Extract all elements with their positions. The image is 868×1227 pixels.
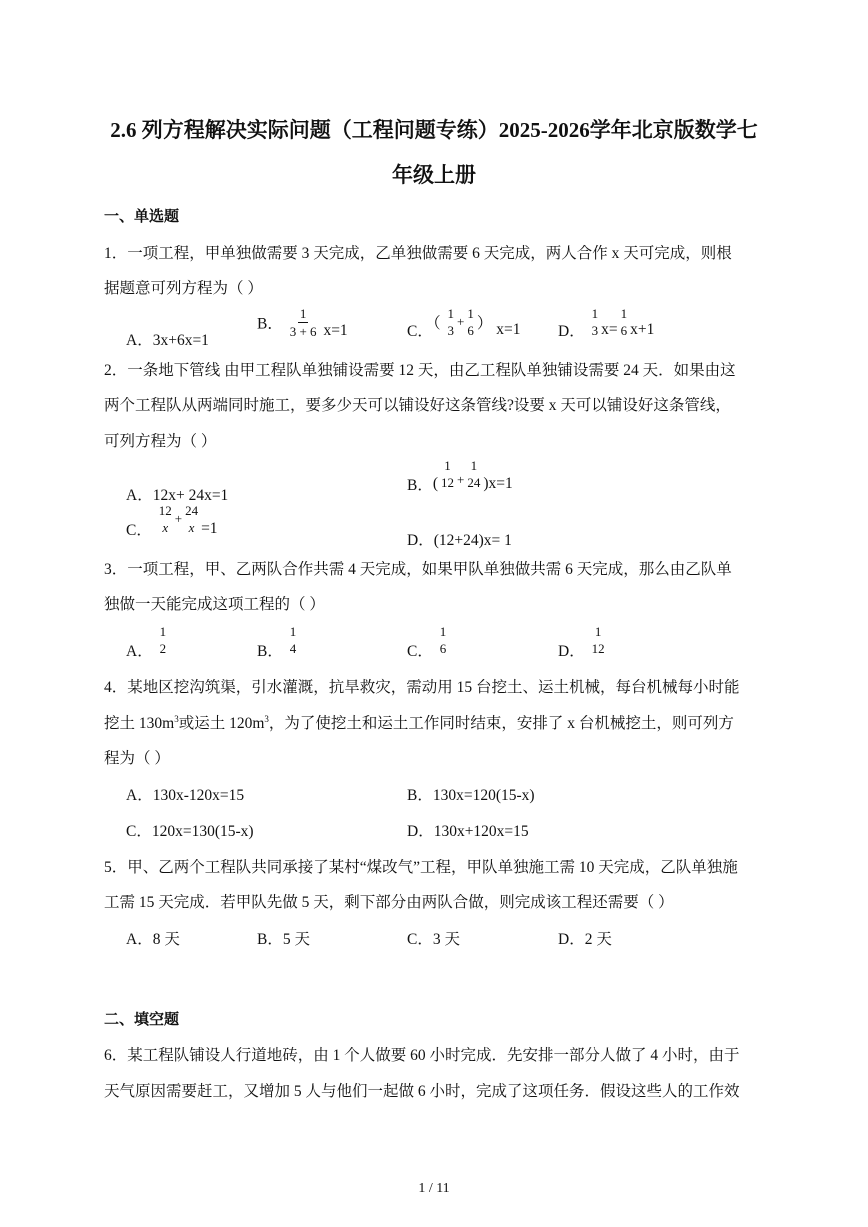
section-heading-fill-in: 二、填空题 <box>104 1012 180 1028</box>
q4-text-line1: 4．某地区挖沟筑渠，引水灌溉，抗旱救灾，需动用 15 台挖土、运土机械，每台机械每小时能 <box>104 679 740 696</box>
document-title-line2: 年级上册 <box>392 163 476 187</box>
q3-option-c: C． 1 6 <box>407 624 447 660</box>
q2-option-d: D．(12+24)x= 1 <box>407 532 512 549</box>
q5-text-line2: 工需 15 天完成．若甲队先做 5 天，剩下部分由两队合做，则完成该工程还需要（ ） <box>104 894 674 911</box>
q5-option-b: B．5 天 <box>257 931 310 948</box>
section-heading-single-choice: 一、单选题 <box>104 209 180 225</box>
q1-text-line1: 1．一项工程，甲单独做需要 3 天完成，乙单独做需要 6 天完成，两人合作 x 天可完成，则根 <box>104 245 732 262</box>
q5-option-d: D．2 天 <box>558 931 612 948</box>
q1-text-line2: 据题意可列方程为（ ） <box>104 280 263 297</box>
q6-text-line2: 天气原因需要赶工，又增加 5 人与他们一起做 6 小时，完成了这项任务．假设这些人的工作效 <box>104 1083 740 1100</box>
q3-option-d: D． 1 12 <box>558 624 605 660</box>
q1-option-b-fraction: $\frac{1}{3 + 6}$ <box>289 306 317 339</box>
q2-text-line1: 2．一条地下管线 由甲工程队单独铺设需要 12 天，由乙工程队单独铺设需要 24 天．如果由这 <box>104 362 736 379</box>
q4-option-d: D．130x+120x=15 <box>407 823 529 840</box>
q4-option-b: B．130x=120(15-x) <box>407 787 535 804</box>
q2-option-b: B．( 1 12 $_+$ 1 24 )x=1 <box>407 458 513 494</box>
q3-text-line2: 独做一天能完成这项工程的（ ） <box>104 596 325 613</box>
q5-option-a: A．8 天 <box>126 931 180 948</box>
document-title-line1: 2.6 列方程解决实际问题（工程问题专练）2025-2026学年北京版数学七 <box>110 118 758 142</box>
q3-text-line1: 3．一项工程，甲、乙两队合作共需 4 天完成，如果甲队单独做共需 6 天完成，那么由乙队单 <box>104 561 732 578</box>
q1-option-c: C．（ 1 3 + 1 6 ） x=1 <box>407 306 521 340</box>
q1-option-b: B． $\frac{1}{3 + 6}$ x=1 <box>257 306 348 339</box>
q6-text-line1: 6．某工程队铺设人行道地砖，由 1 个人做要 60 小时完成．先安排一部分人做了 4 小时，由于 <box>104 1047 740 1064</box>
q5-text-line1: 5．甲、乙两个工程队共同承接了某村“煤改气”工程，甲队单独施工需 10 天完成，乙队单独施 <box>104 859 738 876</box>
q4-option-a: A．130x-120x=15 <box>126 787 245 804</box>
q4-option-c: C．120x=130(15-x) <box>126 823 254 840</box>
q4-text-line2: 挖土 $130m^3$或运土 $120m^3$，为了使挖土和运土工作同时结束，安排了 x 台机械挖土，则可列方 <box>104 713 734 732</box>
q1-option-d: D． 1 3 x= 1 6 x+1 <box>558 306 655 340</box>
q1-option-a: A．3x+6x=1 <box>126 332 209 349</box>
q3-option-a: A． 1 2 <box>126 624 167 660</box>
q5-option-c: C．3 天 <box>407 931 460 948</box>
q4-text-line3: 程为（ ） <box>104 750 170 767</box>
q3-option-b: B． 1 4 <box>257 624 297 660</box>
q2-option-a: A．12x+ 24x=1 <box>126 487 229 504</box>
q2-text-line3: 可列方程为（ ） <box>104 433 217 450</box>
q2-option-c: C． 12 x + 24 x =1 <box>126 503 218 539</box>
page-number: 1 / 11 <box>418 1181 450 1196</box>
q2-text-line2: 两个工程队从两端同时施工，要多少天可以铺设好这条管线?设要 x 天可以铺设好这条管线， <box>104 397 731 414</box>
